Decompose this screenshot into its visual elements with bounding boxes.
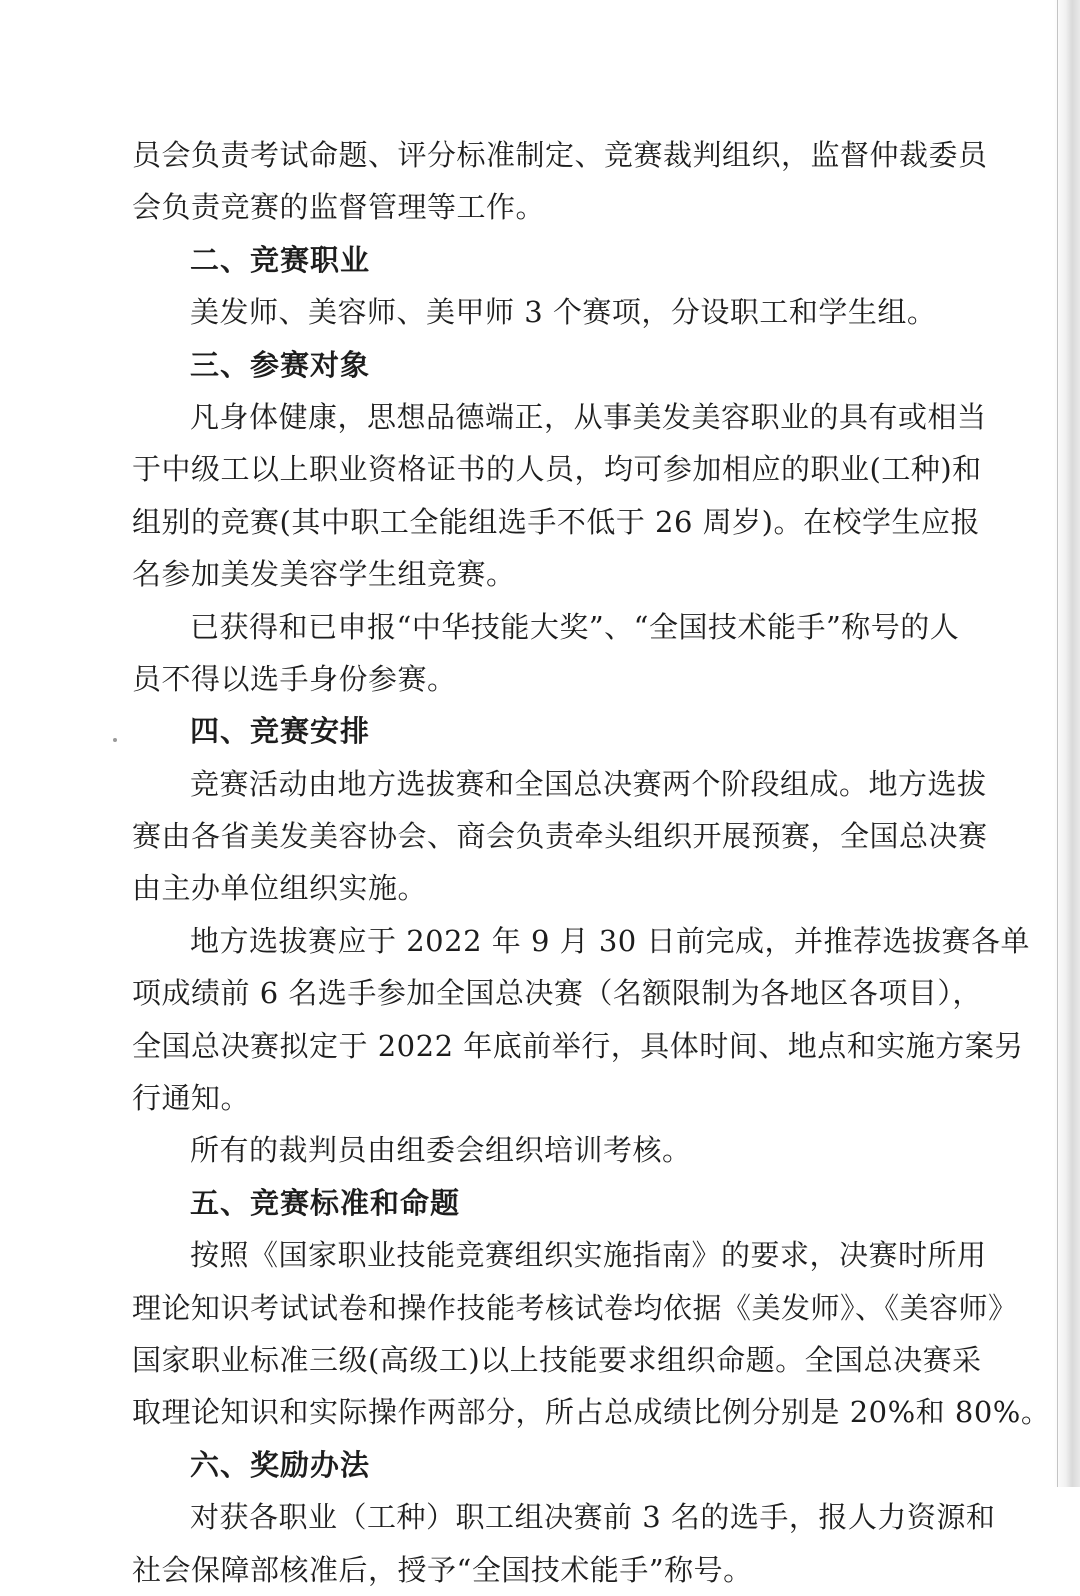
- section-heading-standards: 五、竞赛标准和命题: [190, 1185, 461, 1220]
- section-heading-participants: 三、参赛对象: [190, 347, 371, 382]
- text-line-14: 赛由各省美发美容协会、商会负责牵头组织开展预赛，全国总决赛: [132, 819, 988, 854]
- text-line-4: 美发师、美容师、美甲师 3 个赛项，分设职工和学生组。: [190, 295, 937, 330]
- section-heading-occupations: 二、竞赛职业: [190, 242, 371, 277]
- text-line-11: 员不得以选手身份参赛。: [132, 661, 457, 696]
- text-line-28: 社会保障部核准后，授予“全国技术能手”称号。: [132, 1552, 753, 1587]
- section-heading-arrangement: 四、竞赛安排: [190, 714, 371, 749]
- text-line-6: 凡身体健康，思想品德端正，从事美发美容职业的具有或相当: [190, 399, 987, 434]
- text-line-16: 地方选拔赛应于 2022 年 9 月 30 日前完成，并推荐选拔赛各单: [190, 923, 1030, 958]
- text-line-19: 行通知。: [132, 1081, 251, 1116]
- text-line-13: 竞赛活动由地方选拔赛和全国总决赛两个阶段组成。地方选拔: [190, 766, 987, 801]
- text-line-22: 按照《国家职业技能竞赛组织实施指南》的要求，决赛时所用: [190, 1238, 987, 1273]
- text-line-8: 组别的竞赛(其中职工全能组选手不低于 26 周岁)。在校学生应报: [132, 504, 980, 539]
- text-line-27: 对获各职业（工种）职工组决赛前 3 名的选手，报人力资源和: [190, 1500, 996, 1535]
- text-line-10: 已获得和已申报“中华技能大奖”、“全国技术能手”称号的人: [190, 609, 960, 644]
- text-line-23: 理论知识考试试卷和操作技能考核试卷均依据《美发师》、《美容师》: [132, 1290, 1018, 1325]
- document-body: [132, 129, 1051, 1596]
- text-line-15: 由主办单位组织实施。: [132, 871, 428, 906]
- text-line-1: 员会负责考试命题、评分标准制定、竞赛裁判组织，监督仲裁委员: [132, 138, 988, 172]
- scan-edge-line: [1057, 0, 1058, 1487]
- text-line-24: 国家职业标准三级(高级工)以上技能要求组织命题。全国总决赛采: [132, 1342, 982, 1377]
- text-line-9: 名参加美发美容学生组竞赛。: [132, 557, 516, 592]
- text-line-2: 会负责竞赛的监督管理等工作。: [132, 190, 546, 225]
- section-heading-rewards: 六、奖励办法: [190, 1447, 371, 1482]
- text-line-17: 项成绩前 6 名选手参加全国总决赛（名额限制为各地区各项目），: [132, 976, 982, 1011]
- scan-speck: [113, 738, 117, 742]
- text-line-7: 于中级工以上职业资格证书的人员，均可参加相应的职业(工种)和: [132, 452, 982, 487]
- text-line-25: 取理论知识和实际操作两部分，所占总成绩比例分别是 20%和 80%。: [132, 1395, 1051, 1430]
- text-line-18: 全国总决赛拟定于 2022 年底前举行，具体时间、地点和实施方案另: [132, 1028, 1024, 1063]
- text-line-20: 所有的裁判员由组委会组织培训考核。: [190, 1133, 692, 1168]
